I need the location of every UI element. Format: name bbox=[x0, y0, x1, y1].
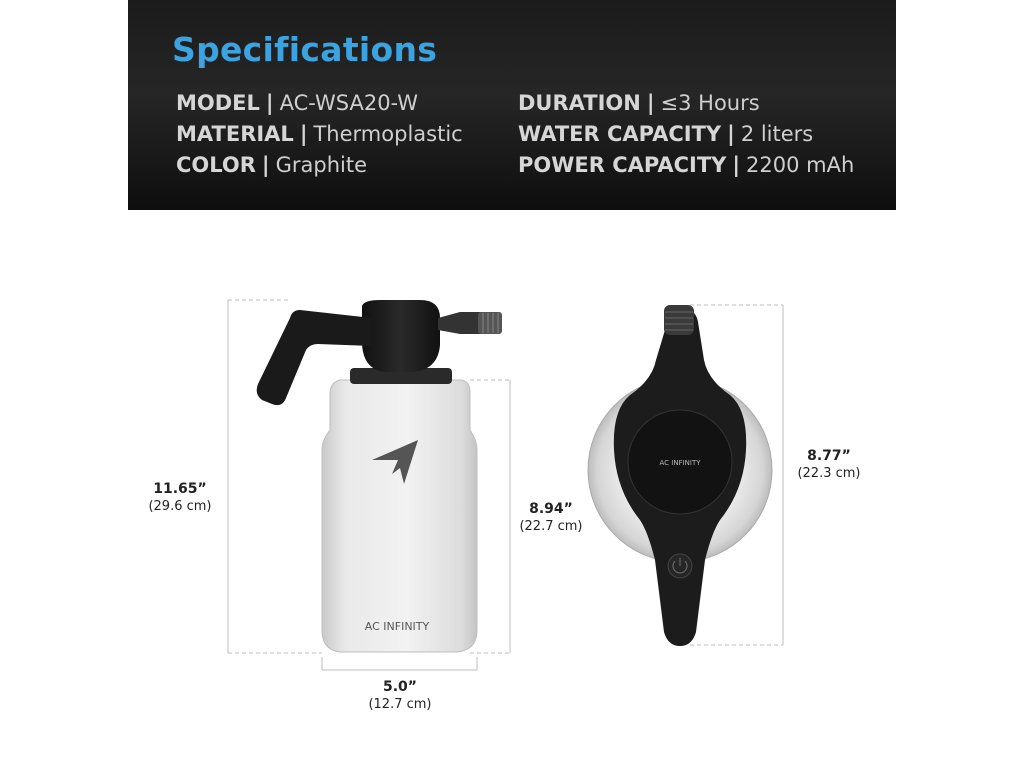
spec-separator: | bbox=[299, 122, 308, 146]
spec-separator: | bbox=[261, 153, 270, 177]
pump-head bbox=[362, 300, 440, 372]
spec-separator: | bbox=[732, 153, 741, 177]
sprayer-front-view bbox=[257, 300, 502, 652]
dimension-metric: (22.7 cm) bbox=[519, 519, 583, 534]
spec-separator: | bbox=[265, 91, 274, 115]
dimension-metric: (22.3 cm) bbox=[797, 466, 861, 481]
sprayer-top-view bbox=[588, 305, 772, 646]
spec-key: MATERIAL bbox=[176, 122, 294, 146]
spec-value: ≤3 Hours bbox=[660, 91, 760, 115]
spec-value: Graphite bbox=[275, 153, 367, 177]
dimension-metric: (29.6 cm) bbox=[148, 499, 212, 514]
dimension-value: 5.0” bbox=[382, 679, 417, 695]
spec-separator: | bbox=[727, 122, 735, 146]
spec-value: 2200 mAh bbox=[746, 153, 855, 177]
top-brand-label: AC INFINITY bbox=[659, 459, 701, 467]
spec-value: AC-WSA20-W bbox=[279, 91, 419, 115]
dimension-height-total bbox=[140, 480, 220, 516]
page-title: Specifications bbox=[172, 30, 438, 69]
bottle-body bbox=[322, 380, 477, 652]
spec-value: Thermoplastic bbox=[313, 122, 463, 146]
spec-key: DURATION bbox=[518, 91, 641, 115]
dimension-height-bottle bbox=[514, 500, 588, 536]
spec-key: WATER CAPACITY bbox=[518, 122, 722, 146]
dimension-height-top bbox=[792, 447, 866, 483]
spec-key: POWER CAPACITY bbox=[518, 153, 727, 177]
spec-key: MODEL bbox=[176, 91, 260, 115]
dimension-width bbox=[360, 678, 440, 714]
spec-separator: | bbox=[646, 91, 655, 115]
spec-value: 2 liters bbox=[740, 122, 814, 146]
spec-key: COLOR bbox=[176, 153, 256, 177]
dimension-metric: (12.7 cm) bbox=[368, 697, 432, 712]
bottle-brand-label: AC INFINITY bbox=[364, 620, 430, 633]
dimension-value: 8.94” bbox=[529, 501, 573, 517]
dimension-value: 11.65” bbox=[153, 481, 207, 497]
dimension-value: 8.77” bbox=[807, 448, 851, 464]
